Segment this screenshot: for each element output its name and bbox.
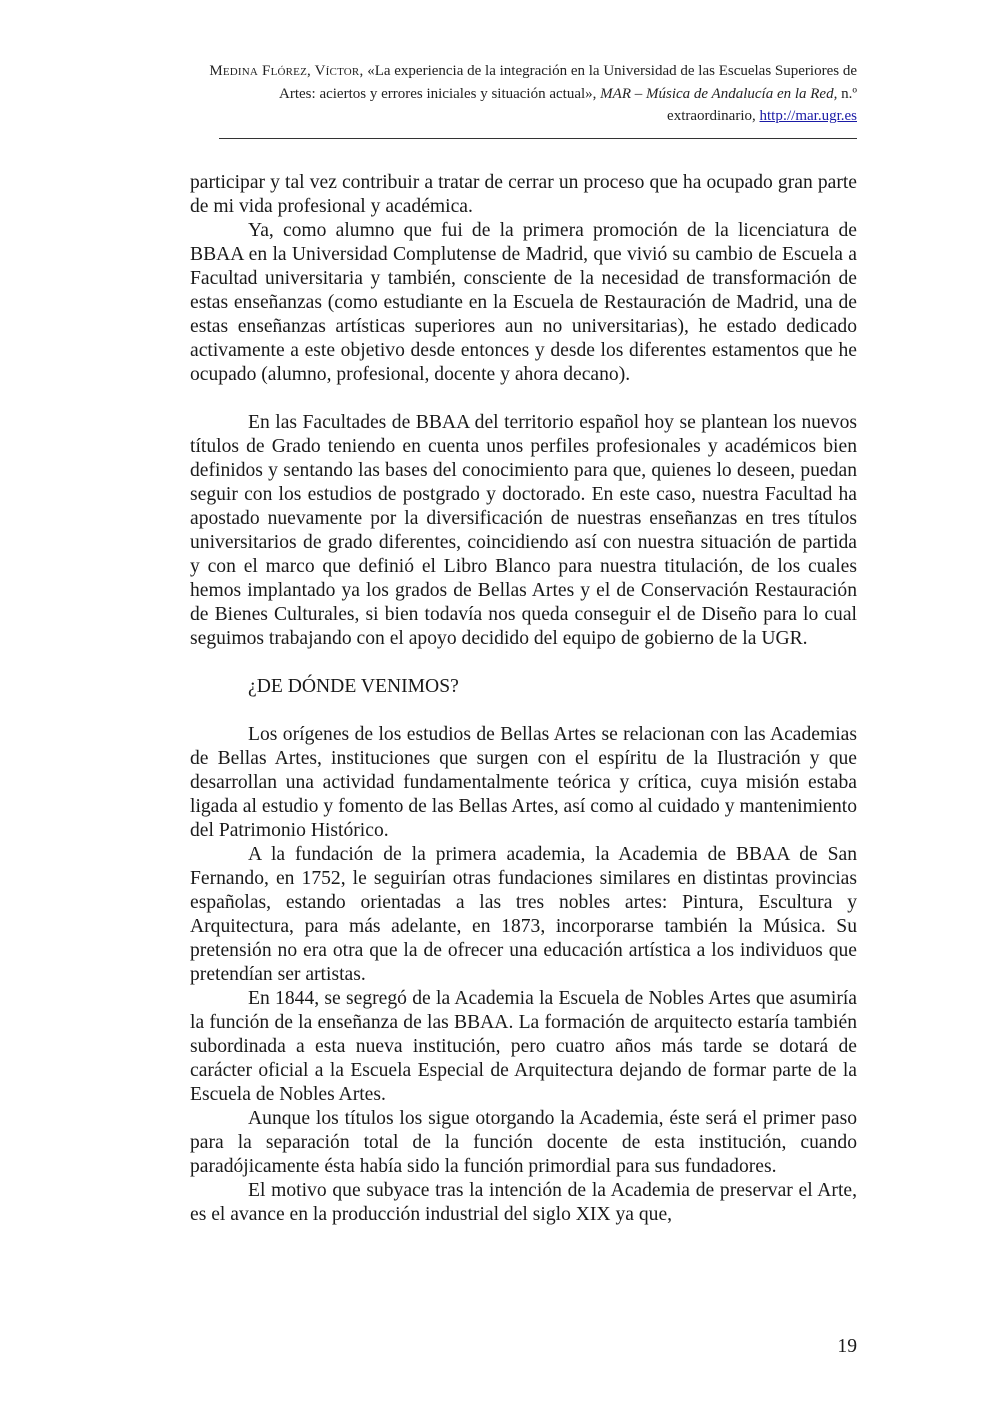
header-issue: n.º extraordinario,: [667, 85, 857, 124]
page-number: 19: [837, 1336, 857, 1357]
header-divider: [219, 138, 857, 139]
paragraph: El motivo que subyace tras la intención de la Academia de preservar el Arte, es el avance en la producción industrial del siglo XIX ya que,: [190, 1180, 857, 1225]
header-journal: MAR – Música de Andalucía en la Red,: [600, 85, 838, 102]
paragraph: Ya, como alumno que fui de la primera promoción de la licenciatura de BBAA en la Universidad Complutense de Madrid, que vivió su cambio de Escuela a Facultad universitaria y también, consciente de la necesidad de transformación de estas enseñanzas (como estudiante en la Escuela de Restauración de Madrid, una de estas enseñanzas artísticas superiores aun no universitarias), he estado dedicado activamente a este objetivo desde entonces y desde los diferentes estamentos que he ocupado (alumno, profesional, docente y ahora decano).: [190, 220, 857, 385]
section-heading: ¿DE DÓNDE VENIMOS?: [248, 676, 459, 697]
header-article-title: «La experiencia de la integración en la Universidad de las Escuelas Superiores de Artes: aciertos y errores iniciales y situación actual»,: [279, 63, 857, 102]
header-author: Medina Flórez, Víctor,: [209, 63, 364, 79]
article-body: [190, 171, 857, 1227]
paragraph: A la fundación de la primera academia, la Academia de BBAA de San Fernando, en 1752, le seguirían otras fundaciones similares en distintas provincias españolas, estando orientadas a las tres nobles artes: Pintura, Escultura y Arquitectura, para más adelante, en 1873, incorporarse también la Música. Su pretensión no era otra que la de ofrecer una educación artística a los individuos que pretendían ser artistas.: [190, 844, 857, 985]
paragraph: participar y tal vez contribuir a tratar de cerrar un proceso que ha ocupado gran parte de mi vida profesional y académica.: [190, 172, 857, 217]
paragraph: En 1844, se segregó de la Academia la Escuela de Nobles Artes que asumiría la función de la enseñanza de las BBAA. La formación de arquitecto estaría también subordinada a esta nueva institución, pero cuatro años más tarde se dotará de carácter oficial a la Escuela Especial de Arquitectura dejando de formar parte de la Escuela de Nobles Artes.: [190, 988, 857, 1105]
running-header: [190, 60, 857, 128]
header-journal-link[interactable]: http://mar.ugr.es: [759, 108, 857, 124]
paragraph: Aunque los títulos los sigue otorgando la Academia, éste será el primer paso para la separación total de la función docente de esta institución, cuando paradójicamente ésta había sido la función primordial para sus fundadores.: [190, 1108, 857, 1177]
paragraph: Los orígenes de los estudios de Bellas Artes se relacionan con las Academias de Bellas Artes, instituciones que surgen con el espíritu de la Ilustración y que desarrollan una actividad fundamentalmente teórica y crítica, cuya misión estaba ligada al estudio y fomento de las Bellas Artes, así como al cuidado y mantenimiento del Patrimonio Histórico.: [190, 724, 857, 841]
paragraph: En las Facultades de BBAA del territorio español hoy se plantean los nuevos títulos de Grado teniendo en cuenta unos perfiles profesionales y académicos bien definidos y sentando las bases del conocimiento para que, quienes lo deseen, puedan seguir con los estudios de postgrado y doctorado. En este caso, nuestra Facultad ha apostado nuevamente por la diversificación de nuestras enseñanzas en tres títulos universitarios de grado diferentes, coincidiendo así con nuestra situación de partida y con el marco que definió el Libro Blanco para nuestra titulación, de los cuales hemos implantado ya los grados de Bellas Artes y el de Conservación Restauración de Bienes Culturales, si bien todavía nos queda conseguir el de Diseño para lo cual seguimos trabajando con el apoyo decidido del equipo de gobierno de la UGR.: [190, 412, 857, 649]
